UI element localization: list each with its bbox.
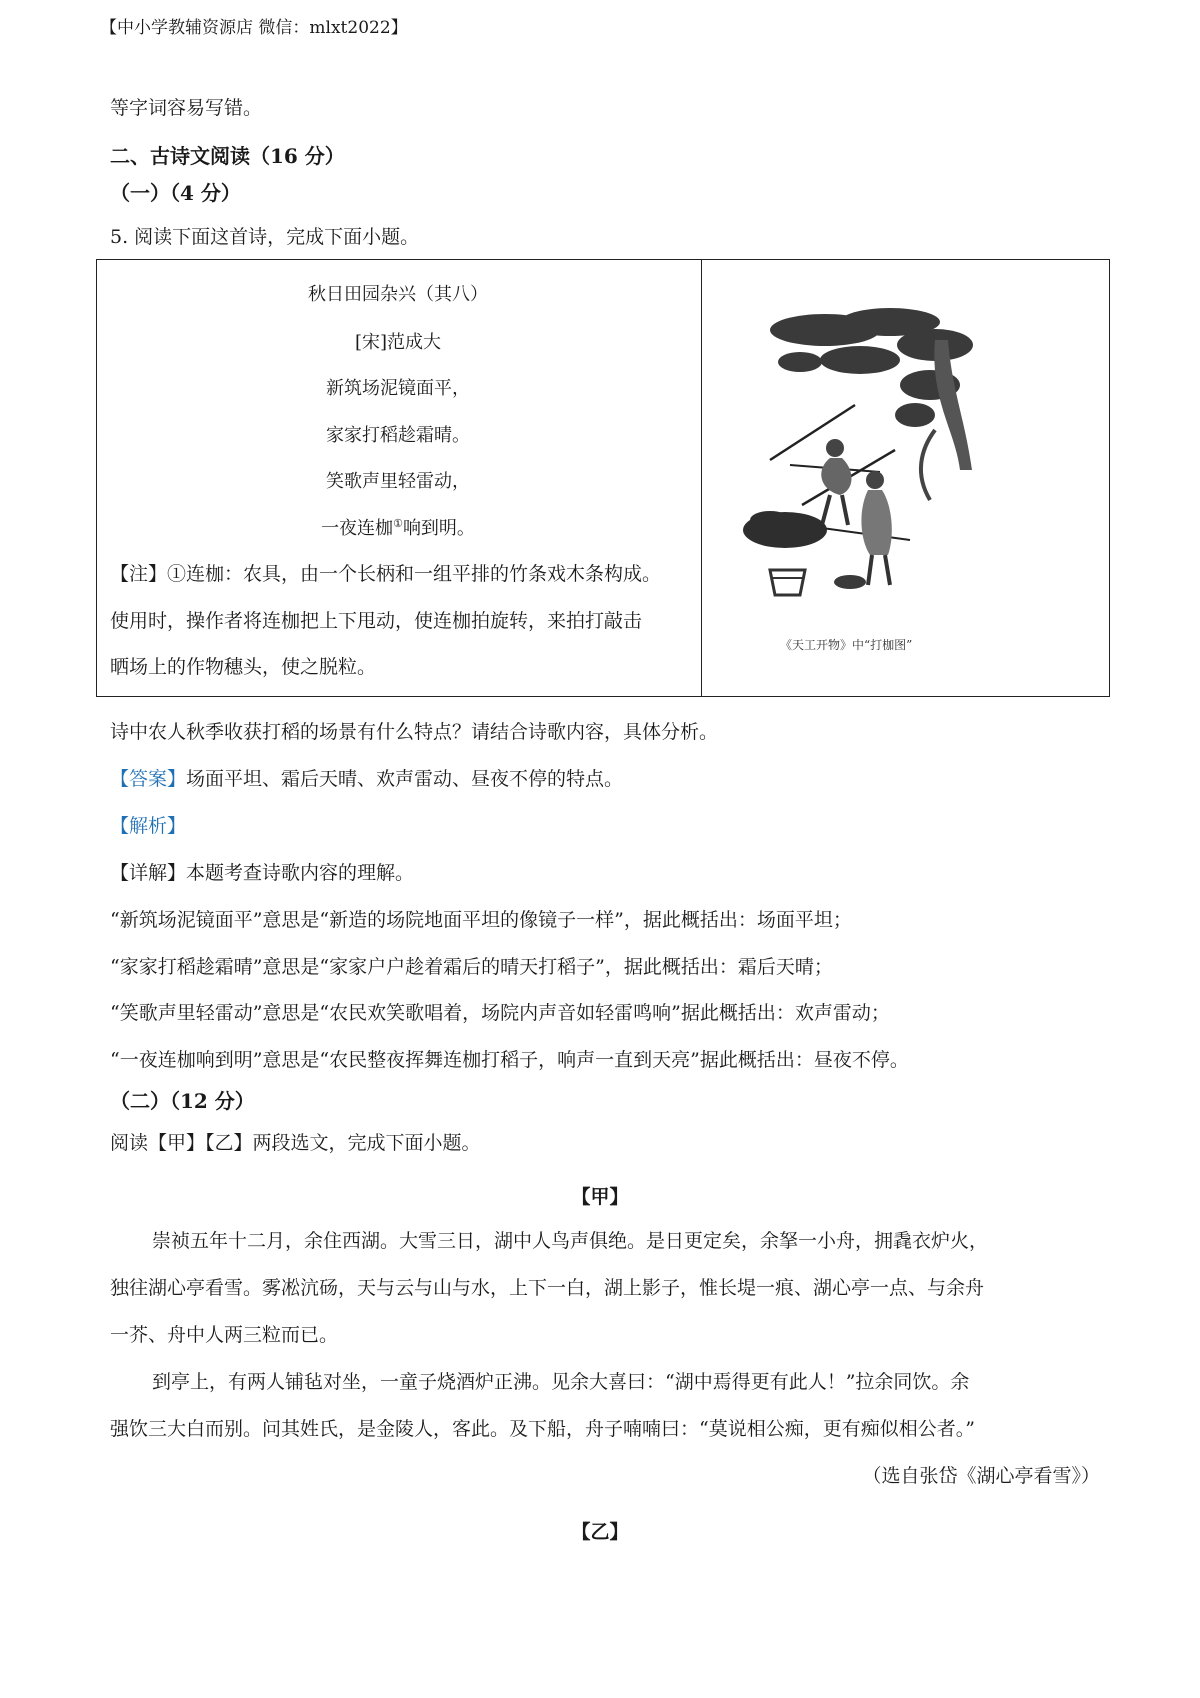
poem-line — [96, 514, 700, 540]
passage-source: （选自张岱《湖心亭看雪》） — [862, 1465, 1100, 1487]
illustration-caption: 《天工开物》中“打枷图” — [780, 638, 913, 652]
poem-author: [宋]范成大 — [354, 332, 442, 353]
answer-line — [110, 767, 623, 791]
text-line: 等字词容易写错。 — [110, 97, 263, 119]
question-text: 诗中农人秋季收获打稻的场景有什么特点？请结合诗歌内容，具体分析。 — [110, 721, 719, 743]
poem-line-part: 一夜连枷 — [321, 518, 394, 539]
passage-yi-title: 【乙】 — [571, 1521, 629, 1543]
passage-line: 独往湖心亭看雪。雾凇沆砀，天与云与山与水，上下一白，湖上影子，惟长堤一痕、湖心亭一点、与余舟 — [110, 1277, 985, 1299]
passage-line: 一芥、舟中人两三粒而已。 — [110, 1324, 339, 1346]
poem-line: 新筑场泥镜面平， — [326, 378, 470, 399]
header-watermark: 【中小学教辅资源店 微信：mlxt2022】 — [100, 18, 408, 38]
answer-text: 场面平坦、霜后天晴、欢声雷动、昼夜不停的特点。 — [186, 768, 624, 790]
illustration-graphic — [730, 300, 980, 630]
passage-line: 到亭上，有两人铺毡对坐，一童子烧酒炉正沸。见余大喜曰：“湖中焉得更有此人！”拉余同饮。余 — [152, 1371, 970, 1393]
detail-line: “一夜连枷响到明”意思是“农民整夜挥舞连枷打稻子，响声一直到天亮”据此概括出：昼夜不停。 — [110, 1049, 909, 1071]
detail-line: “笑歌声里轻雷动”意思是“农民欢笑歌唱着，场院内声音如轻雷鸣响”据此概括出：欢声雷动； — [110, 1002, 890, 1024]
poem-note: 使用时，操作者将连枷把上下甩动，使连枷拍旋转，来拍打敲击 — [110, 610, 643, 632]
subsection-heading: （二）（12 分） — [110, 1089, 255, 1113]
poem-note: 晒场上的作物穗头，使之脱粒。 — [110, 656, 377, 678]
passage-line: 强饮三大白而别。问其姓氏，是金陵人，客此。及下船，舟子喃喃曰：“莫说相公痴，更有痴似相公者。” — [110, 1418, 975, 1440]
poem-line-part: 响到明。 — [402, 518, 475, 539]
section-heading: 二、古诗文阅读（16 分） — [110, 144, 345, 168]
passage-line: 崇祯五年十二月，余住西湖。大雪三日，湖中人鸟声俱绝。是日更定矣，余拏一小舟，拥毳衣炉火， — [152, 1230, 989, 1252]
reading-instruction: 阅读【甲】【乙】两段选文，完成下面小题。 — [110, 1132, 481, 1154]
threshing-illustration — [730, 300, 980, 630]
poem-note: 【注】①连枷：农具，由一个长柄和一组平排的竹条戏木条构成。 — [110, 563, 662, 585]
subsection-heading: （一）（4 分） — [110, 181, 241, 205]
answer-tag: 【答案】 — [110, 768, 187, 790]
footnote-marker: ① — [393, 517, 403, 530]
question-prompt: 5. 阅读下面这首诗，完成下面小题。 — [110, 226, 420, 248]
table-divider — [701, 260, 702, 696]
passage-jia-title: 【甲】 — [571, 1186, 629, 1208]
poem-title: 秋日田园杂兴（其八） — [308, 284, 488, 305]
detail-line: “家家打稻趁霜晴”意思是“家家户户趁着霜后的晴天打稻子”，据此概括出：霜后天晴； — [110, 956, 833, 978]
detail-line: “新筑场泥镜面平”意思是“新造的场院地面平坦的像镜子一样”，据此概括出：场面平坦； — [110, 909, 852, 931]
analysis-tag: 【解析】 — [110, 815, 187, 837]
poem-line: 笑歌声里轻雷动， — [326, 471, 470, 492]
poem-line: 家家打稻趁霜晴。 — [326, 425, 470, 446]
detail-line: 【详解】本题考查诗歌内容的理解。 — [110, 862, 415, 884]
